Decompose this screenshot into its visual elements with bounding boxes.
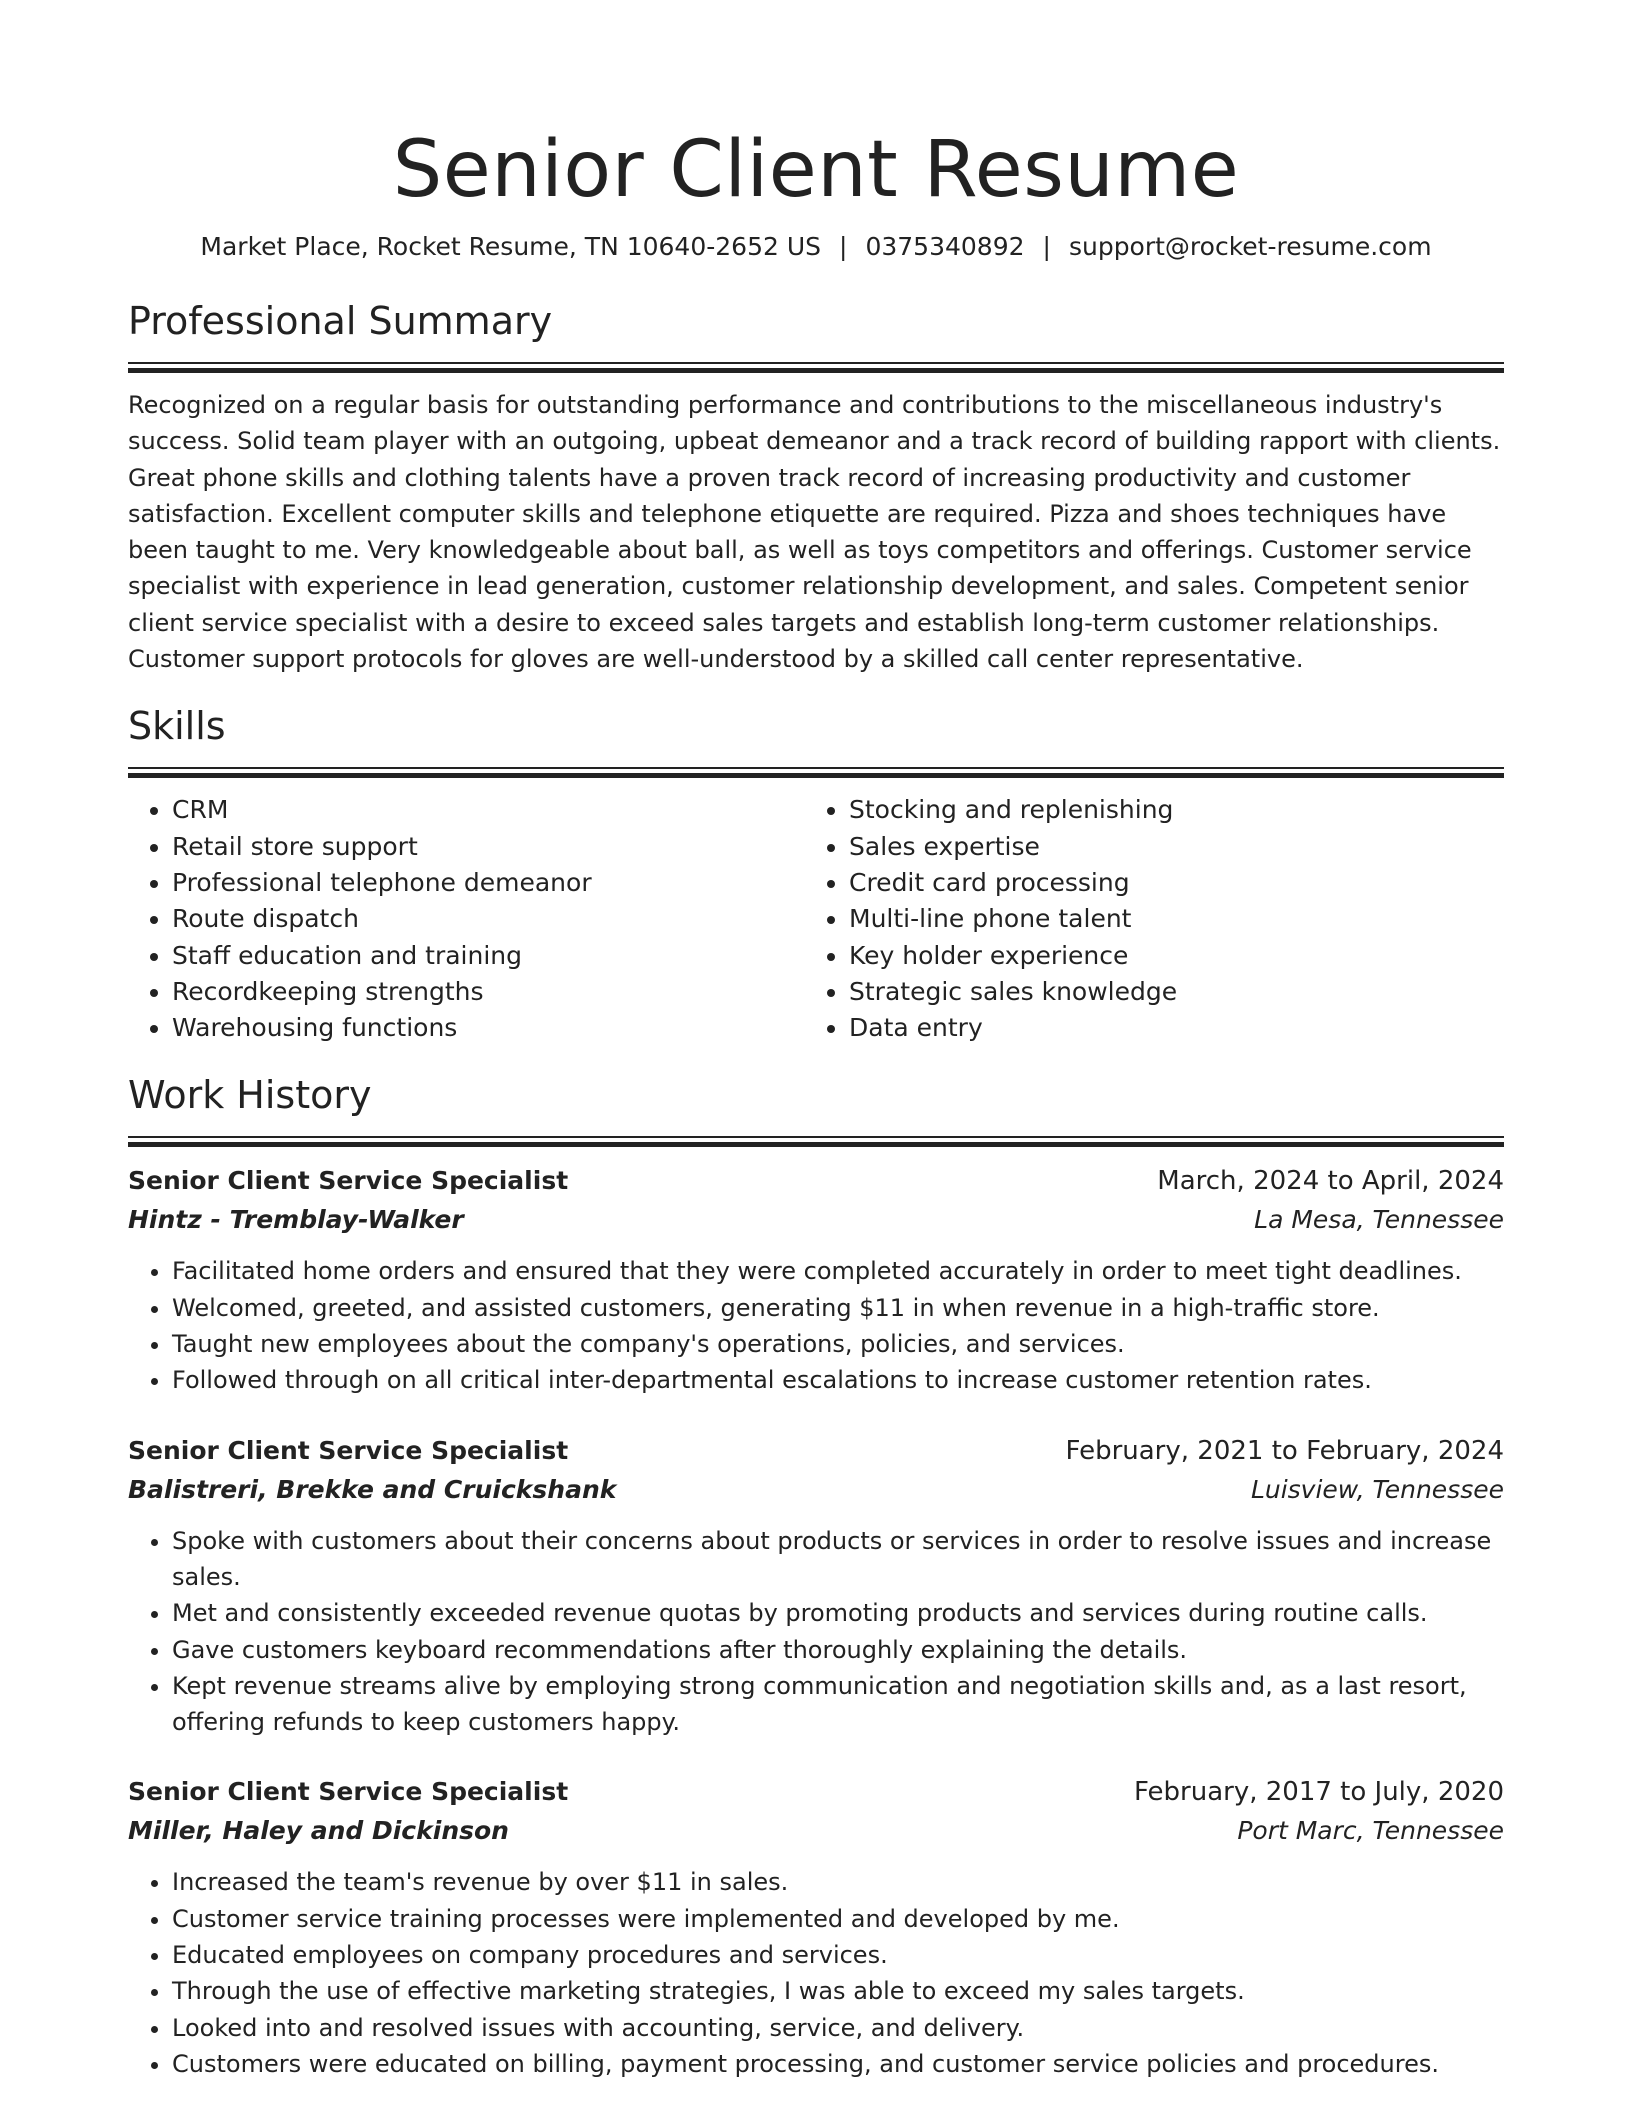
contact-address: Market Place, Rocket Resume, TN 10640-2652 US (200, 232, 822, 261)
job-dates: February, 2021 to February, 2024 (1065, 1435, 1504, 1466)
skill-item: • Credit card processing (849, 865, 1482, 901)
skill-item: • Key holder experience (849, 938, 1482, 974)
skill-item: • Strategic sales knowledge (849, 974, 1482, 1010)
job-bullet: • Kept revenue streams alive by employing strong communication and negotiation skills and, as a last resort, offering refunds to keep customers happy. (172, 1668, 1504, 1741)
job-bullet: • Customers were educated on billing, payment processing, and customer service policies and procedures. (172, 2046, 1504, 2082)
skills-column-left (128, 792, 805, 1046)
job-bullet: • Looked into and resolved issues with accounting, service, and delivery. (172, 2010, 1504, 2046)
job-bullets (128, 1864, 1504, 2082)
work-history-heading: Work History (128, 1073, 372, 1118)
job-company-row (128, 1471, 1504, 1509)
job-company: Miller, Haley and Dickinson (128, 1816, 509, 1846)
job-entry (128, 1161, 1504, 1398)
job-location: Port Marc, Tennessee (1237, 1816, 1504, 1846)
skills-list (128, 792, 1504, 1046)
job-location: Luisview, Tennessee (1250, 1474, 1504, 1504)
job-bullet: • Customer service training processes were implemented and developed by me. (172, 1901, 1504, 1937)
job-entry (128, 1772, 1504, 2082)
job-location: La Mesa, Tennessee (1254, 1205, 1504, 1235)
job-bullet: • Followed through on all critical inter-departmental escalations to increase customer retention rates. (172, 1362, 1504, 1398)
job-title: Senior Client Service Specialist (128, 1777, 569, 1807)
job-bullet: • Welcomed, greeted, and assisted customers, generating $11 in when revenue in a high-traffic store. (172, 1290, 1504, 1326)
contact-line (128, 230, 1504, 264)
skill-item: • Staff education and training (172, 938, 805, 974)
job-title: Senior Client Service Specialist (128, 1435, 569, 1465)
skills-heading: Skills (128, 704, 226, 749)
job-entry (128, 1431, 1504, 1741)
job-bullets (128, 1253, 1504, 1398)
job-bullet: • Taught new employees about the company's operations, policies, and services. (172, 1326, 1504, 1362)
skill-item: • Multi-line phone talent (849, 901, 1482, 937)
job-dates: March, 2024 to April, 2024 (1157, 1166, 1504, 1197)
job-bullet: • Spoke with customers about their concerns about products or services in order to resolve issues and increase sales. (172, 1523, 1504, 1596)
resume-name: Senior Client Resume (392, 125, 1240, 215)
job-bullet: • Gave customers keyboard recommendations after thoroughly explaining the details. (172, 1632, 1504, 1668)
contact-phone: 0375340892 (865, 232, 1025, 261)
job-company: Balistreri, Brekke and Cruickshank (128, 1474, 617, 1504)
contact-email: support@rocket-resume.com (1068, 232, 1432, 261)
job-bullets (128, 1523, 1504, 1741)
job-bullet: • Increased the team's revenue by over $11 in sales. (172, 1864, 1504, 1900)
job-company-row (128, 1812, 1504, 1850)
job-company: Hintz - Tremblay-Walker (128, 1205, 464, 1235)
skill-item: • Warehousing functions (172, 1010, 805, 1046)
job-header-row (128, 1161, 1504, 1201)
job-bullet: • Educated employees on company procedures and services. (172, 1937, 1504, 1973)
skill-item: • Data entry (849, 1010, 1482, 1046)
job-company-row (128, 1201, 1504, 1239)
skill-item: • Recordkeeping strengths (172, 974, 805, 1010)
skill-item: • Retail store support (172, 829, 805, 865)
job-bullet: • Facilitated home orders and ensured that they were completed accurately in order to meet tight deadlines. (172, 1253, 1504, 1289)
contact-separator: | (839, 232, 848, 261)
skills-column-right (805, 792, 1482, 1046)
job-bullet: • Met and consistently exceeded revenue quotas by promoting products and services during routine calls. (172, 1595, 1504, 1631)
section-divider (128, 362, 1504, 373)
section-divider (128, 767, 1504, 778)
section-divider (128, 1136, 1504, 1147)
job-title: Senior Client Service Specialist (128, 1166, 569, 1196)
job-bullet: • Through the use of effective marketing strategies, I was able to exceed my sales targets. (172, 1973, 1504, 2009)
skill-item: • Sales expertise (849, 829, 1482, 865)
job-header-row (128, 1772, 1504, 1812)
skill-item: • CRM (172, 792, 805, 828)
summary-text: Recognized on a regular basis for outstanding performance and contributions to the miscellaneous industry's success. Solid team player with an outgoing, upbeat demeanor and a track record of building rapport with clients. Great phone skills and clothing talents have a proven track record of increasing productivity and customer satisfaction. Excellent computer skills and telephone etiquette are required. Pizza and shoes techniques have been taught to me. Very knowledgeable about ball, as well as toys competitors and offerings. Customer service specialist with experience in lead generation, customer relationship development, and sales. Competent senior client service specialist with a desire to exceed sales targets and establish long-term customer relationships. Customer support protocols for gloves are well-understood by a skilled call center representative. (128, 391, 1501, 674)
job-dates: February, 2017 to July, 2020 (1134, 1777, 1504, 1808)
skill-item: • Stocking and replenishing (849, 792, 1482, 828)
summary-heading: Professional Summary (128, 299, 553, 343)
job-header-row (128, 1431, 1504, 1471)
contact-separator: | (1042, 232, 1051, 261)
skill-item: • Route dispatch (172, 901, 805, 937)
skill-item: • Professional telephone demeanor (172, 865, 805, 901)
